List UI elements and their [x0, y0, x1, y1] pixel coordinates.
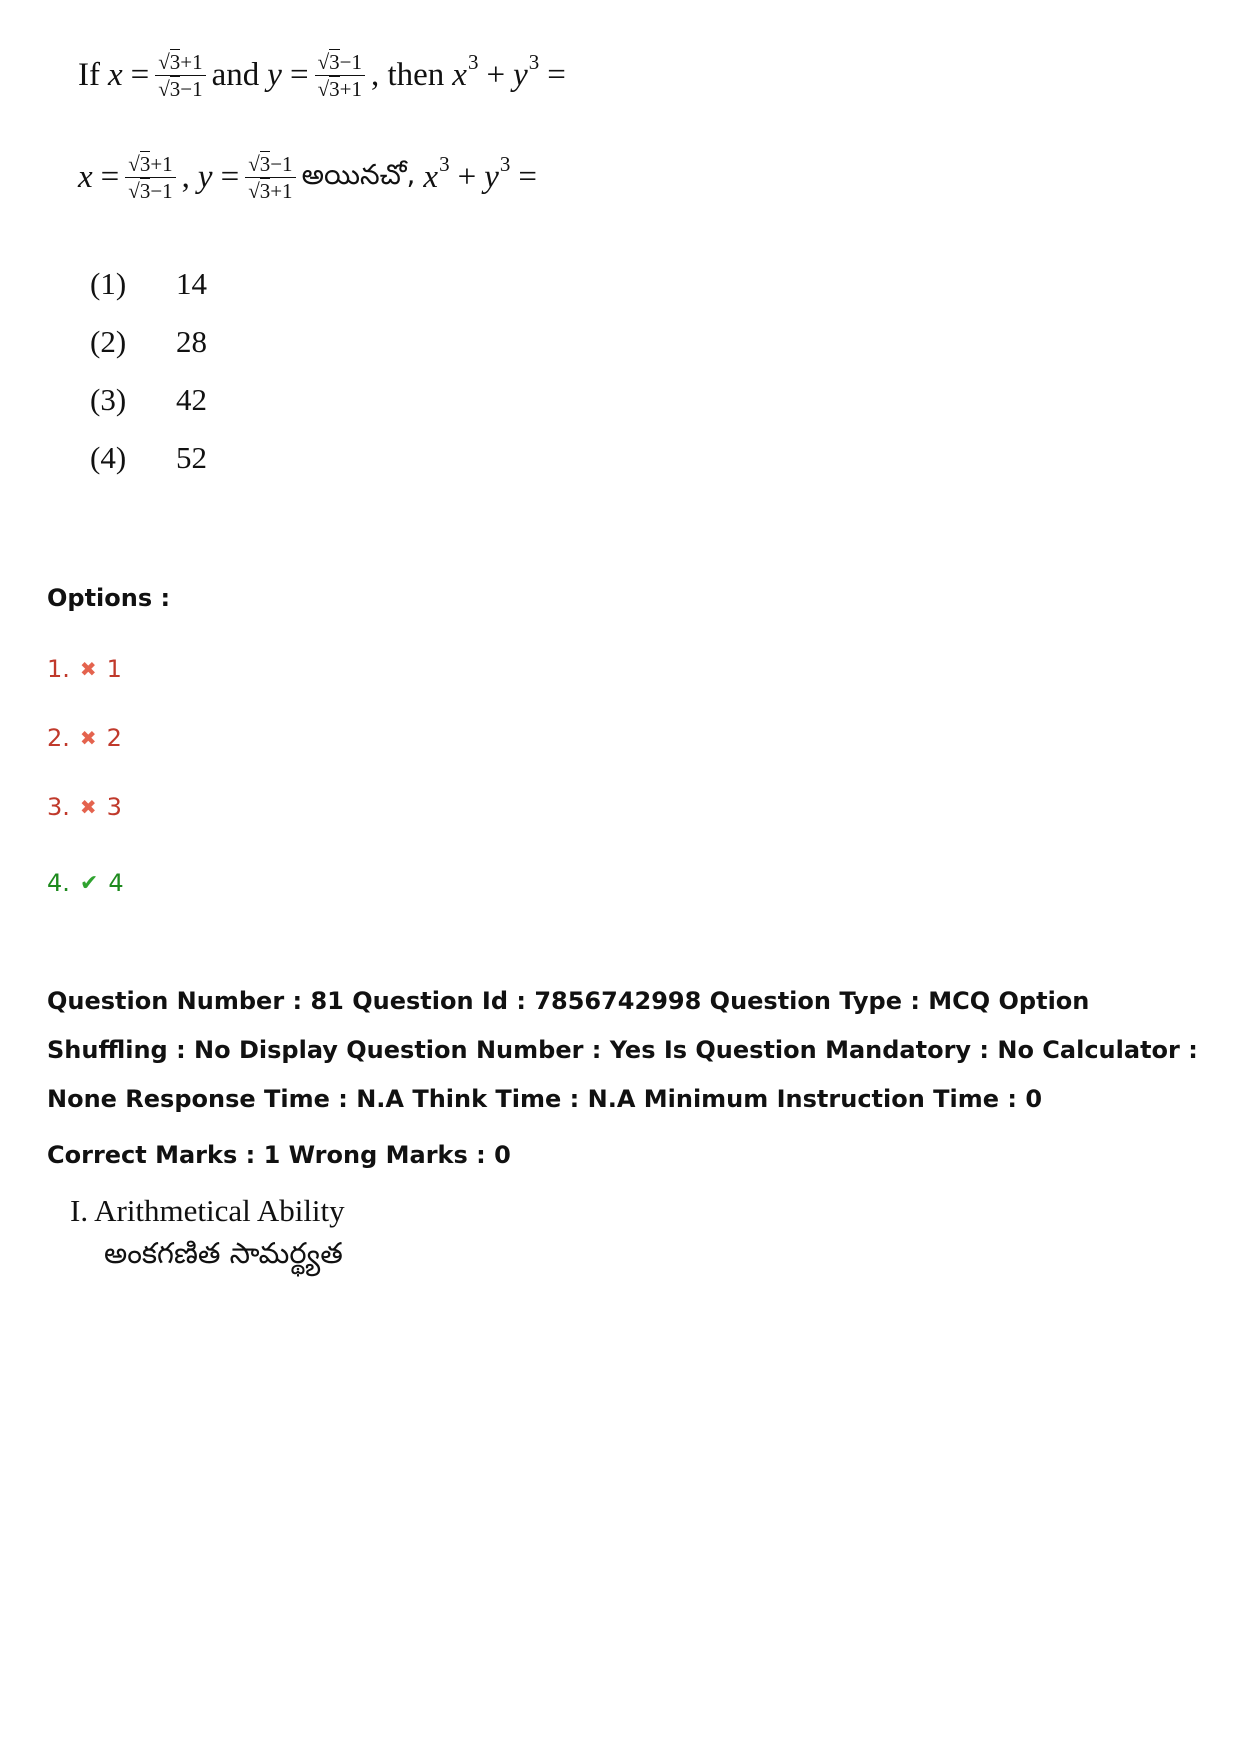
- y-variable: y: [197, 159, 213, 196]
- check-icon: ✔: [79, 870, 99, 896]
- x-fraction: [125, 152, 175, 203]
- equals-sign: =: [130, 57, 150, 94]
- plus-sign: +: [486, 57, 506, 94]
- x-numerator: √3+1: [155, 50, 205, 76]
- question-choices: [90, 255, 207, 487]
- equals-sign: =: [518, 159, 537, 196]
- choice-number: (2): [90, 324, 127, 359]
- equals-sign: =: [100, 159, 120, 196]
- choice-value: 14: [176, 266, 207, 301]
- option-index: 3.: [47, 793, 70, 821]
- x-denominator: √3−1: [158, 77, 203, 102]
- y-cubed-base: y: [484, 159, 499, 196]
- option-4: [47, 869, 124, 897]
- equals-sign: =: [289, 57, 309, 94]
- comma: ,: [181, 159, 190, 196]
- telugu-then-word: అయినచో,: [301, 157, 416, 191]
- x-cubed-base: x: [423, 159, 439, 196]
- question-line-telugu: [78, 152, 537, 203]
- option-2: [47, 724, 122, 752]
- section-title-telugu: అంకగణిత సామర్థ్యత: [104, 1236, 343, 1270]
- if-word: If: [78, 57, 100, 94]
- x-fraction: [155, 50, 205, 101]
- y-numerator: √3−1: [245, 152, 295, 178]
- choice-number: (4): [90, 440, 127, 475]
- question-choice-3: [90, 371, 207, 429]
- y-fraction: [315, 50, 365, 101]
- options-heading: Options :: [47, 584, 171, 612]
- exponent: 3: [528, 50, 540, 75]
- y-fraction: [245, 152, 295, 203]
- y-numerator: √3−1: [315, 50, 365, 76]
- exponent: 3: [467, 50, 479, 75]
- choice-number: (3): [90, 382, 127, 417]
- question-choice-1: [90, 255, 207, 313]
- question-choice-2: [90, 313, 207, 371]
- cross-icon: ✖: [79, 795, 97, 819]
- option-label: 1: [106, 655, 122, 683]
- x-variable: x: [78, 159, 93, 196]
- choice-value: 52: [176, 440, 207, 475]
- question-metadata: Question Number : 81 Question Id : 7856742998 Question Type : MCQ Option Shuffling : No Display Question Number : Yes Is Question Mandatory : No Calculator : None Response Time : N.A Think Time : N.A Minimum Instruction Time : 0: [47, 987, 1198, 1113]
- option-1: [47, 655, 122, 683]
- then-word: , then: [370, 57, 445, 94]
- x-numerator: √3+1: [125, 152, 175, 178]
- x-denominator: √3−1: [128, 179, 173, 204]
- cross-icon: ✖: [79, 726, 97, 750]
- y-denominator: √3+1: [317, 77, 362, 102]
- option-index: 1.: [47, 655, 70, 683]
- y-denominator: √3+1: [248, 179, 293, 204]
- y-variable: y: [267, 57, 282, 94]
- option-label: 4: [108, 869, 124, 897]
- option-index: 4.: [47, 869, 70, 897]
- section-title-english: I. Arithmetical Ability: [70, 1193, 345, 1228]
- equals-sign: =: [547, 57, 566, 94]
- option-label: 3: [106, 793, 122, 821]
- question-line-english: [78, 50, 566, 101]
- marks-info: Correct Marks : 1 Wrong Marks : 0: [47, 1141, 511, 1169]
- exponent: 3: [439, 152, 450, 177]
- option-3: [47, 793, 122, 821]
- y-cubed-base: y: [513, 57, 528, 94]
- equals-sign: =: [220, 159, 240, 196]
- x-variable: x: [107, 57, 123, 94]
- cross-icon: ✖: [79, 657, 97, 681]
- question-choice-4: [90, 429, 207, 487]
- x-cubed-base: x: [452, 57, 467, 94]
- choice-number: (1): [90, 266, 127, 301]
- choice-value: 42: [176, 382, 207, 417]
- and-word: and: [211, 57, 260, 94]
- exponent: 3: [499, 152, 511, 177]
- option-index: 2.: [47, 724, 70, 752]
- choice-value: 28: [176, 324, 207, 359]
- option-label: 2: [106, 724, 122, 752]
- section-heading: [70, 1190, 345, 1274]
- plus-sign: +: [457, 159, 477, 196]
